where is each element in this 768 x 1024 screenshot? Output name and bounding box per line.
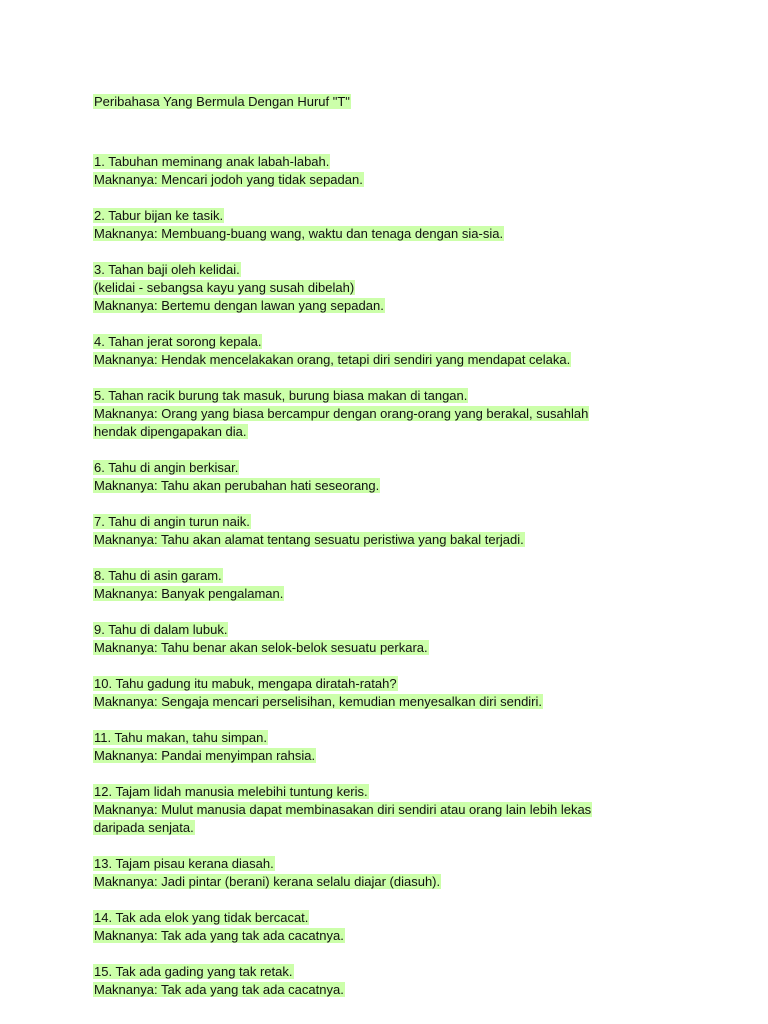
proverb-meaning-content: Maknanya: Sengaja mencari perselisihan, kemudian menyesalkan diri sendiri. — [94, 694, 543, 709]
document-page — [93, 93, 673, 1017]
proverb-item — [93, 261, 673, 315]
proverb-text-content: 15. Tak ada gading yang tak retak. — [94, 964, 293, 979]
proverb-meaning-line — [93, 585, 673, 603]
proverb-text — [93, 783, 673, 801]
proverb-meaning-line — [93, 819, 673, 837]
proverb-meaning-line — [93, 297, 673, 315]
proverb-meaning-line — [93, 873, 673, 891]
proverb-list — [93, 153, 673, 999]
proverb-text-content: 9. Tahu di dalam lubuk. — [94, 622, 228, 637]
proverb-text-content: 11. Tahu makan, tahu simpan. — [94, 730, 267, 745]
proverb-item — [93, 153, 673, 189]
proverb-meaning-content: Maknanya: Jadi pintar (berani) kerana selalu diajar (diasuh). — [94, 874, 441, 889]
proverb-meaning-line — [93, 225, 673, 243]
proverb-meaning-line — [93, 477, 673, 495]
proverb-text — [93, 855, 673, 873]
proverb-meaning-line — [93, 693, 673, 711]
proverb-meaning-line — [93, 801, 673, 819]
proverb-item — [93, 459, 673, 495]
proverb-text — [93, 513, 673, 531]
proverb-meaning-content: Maknanya: Tak ada yang tak ada cacatnya. — [94, 928, 344, 943]
proverb-meaning-line — [93, 981, 673, 999]
proverb-text — [93, 207, 673, 225]
proverb-meaning-line — [93, 405, 673, 423]
proverb-item — [93, 855, 673, 891]
proverb-text — [93, 153, 673, 171]
proverb-text-content: 14. Tak ada elok yang tidak bercacat. — [94, 910, 309, 925]
proverb-text — [93, 621, 673, 639]
proverb-meaning-line — [93, 531, 673, 549]
proverb-text — [93, 459, 673, 477]
proverb-item — [93, 963, 673, 999]
proverb-meaning-content: Maknanya: Pandai menyimpan rahsia. — [94, 748, 316, 763]
proverb-text-content: 4. Tahan jerat sorong kepala. — [94, 334, 262, 349]
proverb-item — [93, 567, 673, 603]
proverb-meaning-content: Maknanya: Orang yang biasa bercampur dengan orang-orang yang berakal, susahlah — [94, 406, 589, 421]
document-title — [93, 93, 673, 111]
document-title-text: Peribahasa Yang Bermula Dengan Huruf "T" — [94, 94, 350, 109]
proverb-item — [93, 729, 673, 765]
proverb-item — [93, 387, 673, 441]
proverb-meaning-line — [93, 351, 673, 369]
proverb-text-content: 10. Tahu gadung itu mabuk, mengapa diratah-ratah? — [94, 676, 397, 691]
proverb-meaning-content: Maknanya: Hendak mencelakakan orang, tetapi diri sendiri yang mendapat celaka. — [94, 352, 571, 367]
proverb-meaning-line — [93, 927, 673, 945]
proverb-meaning-content: Maknanya: Tak ada yang tak ada cacatnya. — [94, 982, 344, 997]
proverb-meaning-content: Maknanya: Banyak pengalaman. — [94, 586, 284, 601]
proverb-text-content: 2. Tabur bijan ke tasik. — [94, 208, 224, 223]
proverb-meaning-line — [93, 279, 673, 297]
proverb-text-content: 6. Tahu di angin berkisar. — [94, 460, 239, 475]
proverb-meaning-content: Maknanya: Mulut manusia dapat membinasakan diri sendiri atau orang lain lebih lekas — [94, 802, 592, 817]
proverb-item — [93, 513, 673, 549]
proverb-meaning-content: Maknanya: Tahu benar akan selok-belok sesuatu perkara. — [94, 640, 428, 655]
proverb-item — [93, 675, 673, 711]
proverb-text-content: 13. Tajam pisau kerana diasah. — [94, 856, 274, 871]
proverb-text-content: 12. Tajam lidah manusia melebihi tuntung keris. — [94, 784, 368, 799]
proverb-meaning-line — [93, 423, 673, 441]
proverb-text-content: 1. Tabuhan meminang anak labah-labah. — [94, 154, 330, 169]
proverb-text — [93, 333, 673, 351]
proverb-text — [93, 567, 673, 585]
proverb-meaning-content: (kelidai - sebangsa kayu yang susah dibelah) — [94, 280, 355, 295]
proverb-text — [93, 909, 673, 927]
proverb-meaning-line — [93, 171, 673, 189]
proverb-meaning-content: Maknanya: Mencari jodoh yang tidak sepadan. — [94, 172, 363, 187]
proverb-item — [93, 207, 673, 243]
proverb-text-content: 8. Tahu di asin garam. — [94, 568, 222, 583]
proverb-item — [93, 909, 673, 945]
proverb-text-content: 5. Tahan racik burung tak masuk, burung biasa makan di tangan. — [94, 388, 468, 403]
proverb-text — [93, 729, 673, 747]
proverb-text — [93, 387, 673, 405]
proverb-text — [93, 675, 673, 693]
proverb-meaning-content: daripada senjata. — [94, 820, 194, 835]
proverb-meaning-content: Maknanya: Bertemu dengan lawan yang sepadan. — [94, 298, 384, 313]
proverb-item — [93, 783, 673, 837]
proverb-meaning-content: Maknanya: Tahu akan alamat tentang sesuatu peristiwa yang bakal terjadi. — [94, 532, 524, 547]
proverb-meaning-line — [93, 747, 673, 765]
proverb-text-content: 7. Tahu di angin turun naik. — [94, 514, 250, 529]
proverb-meaning-content: Maknanya: Membuang-buang wang, waktu dan tenaga dengan sia-sia. — [94, 226, 504, 241]
proverb-text — [93, 963, 673, 981]
proverb-meaning-line — [93, 639, 673, 657]
proverb-meaning-content: Maknanya: Tahu akan perubahan hati seseorang. — [94, 478, 380, 493]
proverb-text-content: 3. Tahan baji oleh kelidai. — [94, 262, 240, 277]
proverb-item — [93, 333, 673, 369]
proverb-item — [93, 621, 673, 657]
proverb-meaning-content: hendak dipengapakan dia. — [94, 424, 247, 439]
proverb-text — [93, 261, 673, 279]
